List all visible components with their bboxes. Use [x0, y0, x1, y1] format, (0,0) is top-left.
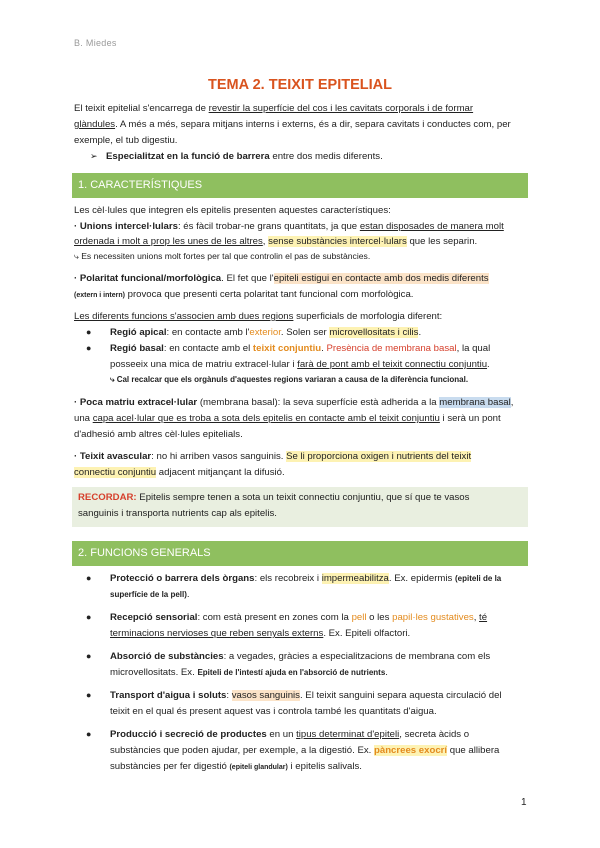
polarity-line-2: (extern i intern) provoca que presenti certa polaritat tant funcional com morfològica. — [74, 289, 414, 300]
function-production-line-2: substàncies que poden ajudar, per exemple, a la digestió. Ex. pàncrees exocrí que allibera — [110, 745, 500, 756]
polarity-line-1: · Polaritat funcional/morfològica. El fet que l'epiteli estigui en contacte amb dos medis diferents — [74, 273, 489, 284]
bullet-icon: ● — [86, 573, 92, 583]
function-sensory-line-2: terminacions nervioses que reben senyals externs. Ex. Epiteli olfactori. — [110, 628, 411, 639]
regions-note: ⤷ Cal recalcar que els orgànuls d'aquestes regions variaran a causa de la diferència funcional. — [110, 375, 469, 384]
function-protection-line-2: superfície de la pell). — [110, 589, 190, 600]
region-apical: Regió apical: en contacte amb l'exterior. Solen ser microvellositats i cilis. — [110, 327, 422, 338]
function-transport-line-2: teixit en el qual és present aquest vas i controla també les quantitats d'aigua. — [110, 706, 437, 717]
bullet-icon: ● — [86, 612, 92, 622]
unions-note: ⤷ Es necessiten unions molt fortes per tal que controlin el pas de substàncies. — [74, 251, 371, 261]
intro-bullet: Especialitzat en la funció de barrera entre dos medis diferents. — [106, 151, 383, 162]
region-basal-line-1: Regió basal: en contacte amb el teixit conjuntiu. Presència de membrana basal, la qual — [110, 343, 491, 354]
page-number: 1 — [521, 797, 527, 808]
function-protection-line-1: Protecció o barrera dels òrgans: els recobreix i impermeabilitza. Ex. epidermis (epiteli de la — [110, 573, 502, 584]
matrix-line-1: · Poca matriu extracel·lular (membrana basal): la seva superfície està adherida a la membrana basal, — [74, 397, 514, 408]
unions-line-1: · Unions intercel·lulars: és fàcil trobar-ne grans quantitats, ja que estan disposades de manera molt — [74, 221, 504, 232]
section-heading-characteristics: 1. CARACTERÍSTIQUES — [72, 173, 528, 198]
matrix-line-2: una capa acel·lular que es troba a sota dels epitelis en contacte amb el teixit conjuntiu i serà un pont — [74, 413, 501, 424]
intro-line-3: exemple, el tub digestiu. — [74, 135, 178, 146]
author-header: B. Miedes — [74, 38, 117, 48]
bullet-icon: ● — [86, 690, 92, 700]
section-heading-functions: 2. FUNCIONS GENERALS — [72, 541, 528, 566]
function-production-line-1: Producció i secreció de productes en un tipus determinat d'epiteli, secreta àcids o — [110, 729, 470, 740]
remember-callout — [72, 487, 528, 527]
unions-line-2: ordenada i molt a prop les unes de les altres, sense substàncies intercel·lulars que les separin. — [74, 236, 478, 247]
avascular-line-1: · Teixit avascular: no hi arriben vasos sanguinis. Se li proporciona oxigen i nutrients del teixit — [74, 451, 472, 462]
callout-line-2: sanguinis i transporta nutrients cap als epitelis. — [78, 508, 277, 519]
bullet-icon: ● — [86, 729, 92, 739]
bullet-icon: ● — [86, 651, 92, 661]
regions-lead: Les diferents funcions s'associen amb dues regions superficials de morfologia diferent: — [74, 311, 443, 322]
function-absorption-line-1: Absorció de substàncies: a vegades, gràcies a especialitzacions de membrana com els — [110, 651, 491, 662]
function-sensory-line-1: Recepció sensorial: com està present en zones com la pell o les papil·les gustatives, té — [110, 612, 488, 623]
bullet-icon: ● — [86, 343, 92, 353]
function-absorption-line-2: microvellositats. Ex. Epiteli de l'intestí ajuda en l'absorció de nutrients. — [110, 667, 388, 678]
matrix-line-3: d'adhesió amb altres cèl·lules epitelials. — [74, 429, 243, 440]
callout-line-1: RECORDAR: Epitelis sempre tenen a sota un teixit connectiu conjuntiu, que sí que te vasos — [78, 492, 470, 503]
bullet-icon: ● — [86, 327, 92, 337]
function-transport-line-1: Transport d'aigua i soluts: vasos sanguinis. El teixit sanguini separa aquesta circulació del — [110, 690, 502, 701]
remember-label: RECORDAR: — [78, 492, 137, 503]
intro-line-1: El teixit epitelial s'encarrega de revestir la superfície del cos i les cavitats corporals i de formar — [74, 103, 474, 114]
arrow-bullet-icon: ➢ — [90, 151, 98, 161]
intro-line-2: glàndules. A més a més, separa mitjans interns i externs, és a dir, separa cavitats i conductes com, per — [74, 119, 511, 130]
characteristics-lead: Les cèl·lules que integren els epitelis presenten aquestes característiques: — [74, 205, 391, 216]
function-production-line-3: substàncies per fer digestió (epiteli glandular) i epitelis salivals. — [110, 761, 362, 772]
page-title: TEMA 2. TEIXIT EPITELIAL — [208, 77, 392, 93]
region-basal-line-2: posseeix una mica de matriu extracel·lular i farà de pont amb el teixit connectiu conjuntiu. — [110, 359, 490, 370]
avascular-line-2: connectiu conjuntiu adjacent mitjançant la difusió. — [74, 467, 285, 478]
